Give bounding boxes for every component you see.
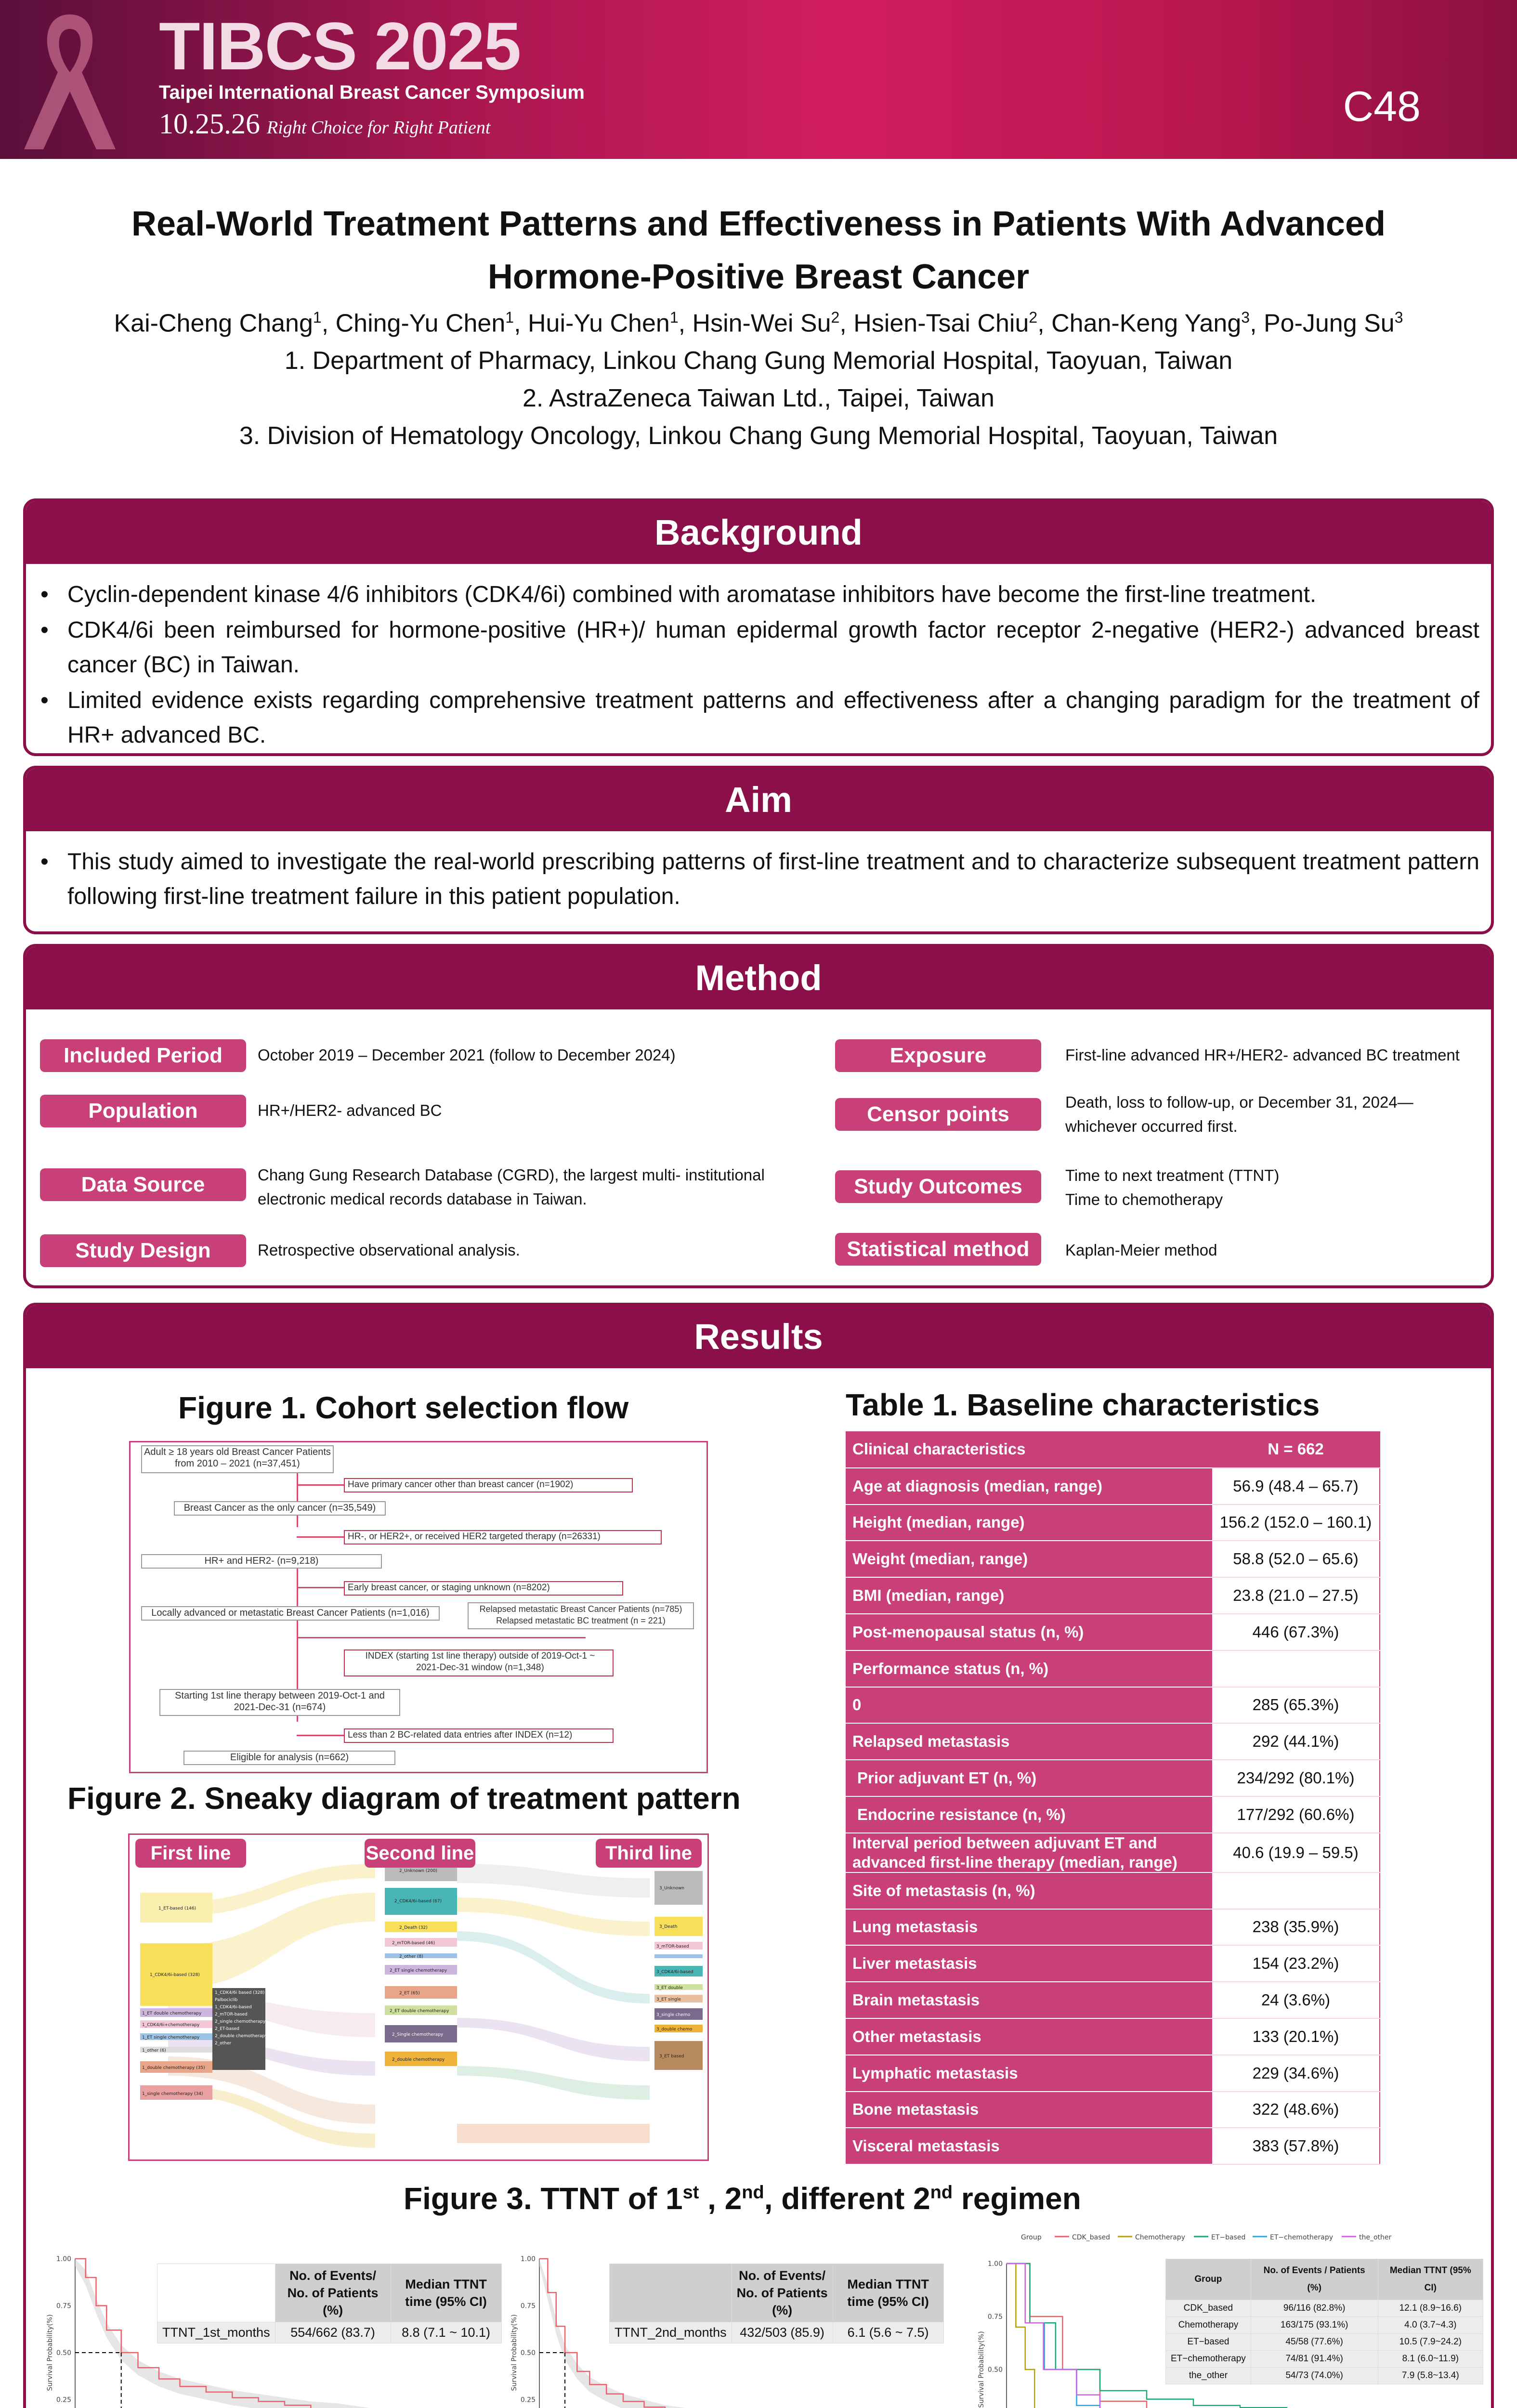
svg-text:2_CDK4/6i-based (67): 2_CDK4/6i-based (67) <box>394 1899 442 1904</box>
table-cell-value: 285 (65.3%) <box>1212 1687 1380 1724</box>
table-cell: 12.1 (8.9~16.6) <box>1378 2300 1483 2317</box>
method-label: Study Design <box>40 1234 246 1267</box>
y-tick-label: 0.75 <box>56 2302 71 2310</box>
table-cell-value: 322 (48.6%) <box>1212 2092 1380 2128</box>
flow-box: Breast Cancer as the only cancer (n=35,549) <box>174 1501 386 1516</box>
table-cell: 163/175 (93.1%) <box>1251 2317 1378 2334</box>
svg-text:3_double chemo: 3_double chemo <box>656 2027 693 2032</box>
method-label: Study Outcomes <box>835 1170 1041 1203</box>
poster-title: Real-World Treatment Patterns and Effectiveness in Patients With Advanced Hormone-Positive Breast Cancer <box>131 205 1386 296</box>
svg-text:3_Unknown: 3_Unknown <box>659 1886 685 1891</box>
section-heading: Results <box>26 1306 1491 1368</box>
section-heading: Background <box>26 501 1491 564</box>
table-row <box>846 1723 1380 1760</box>
table-cell: ET−based <box>1166 2334 1251 2351</box>
legend-item: CDK_based <box>1072 2234 1110 2241</box>
method-label: Population <box>40 1095 246 1127</box>
aim-bullets <box>26 831 1491 925</box>
sankey-second-line-label: Second line <box>365 1839 475 1868</box>
table-cell-value <box>1212 1650 1380 1687</box>
method-text: Kaplan-Meier method <box>1065 1241 1217 1259</box>
svg-text:3_mTOR-based: 3_mTOR-based <box>656 1944 689 1949</box>
table-row <box>846 1760 1380 1796</box>
author-affiliation-mark: 2 <box>1029 309 1038 326</box>
figure-3-title: Figure 3. TTNT of 1st , 2nd, different 2nd regimen <box>404 2181 1081 2216</box>
author-name: Hsin-Wei Su <box>692 309 831 338</box>
table-cell-value: 156.2 (152.0 – 160.1) <box>1212 1505 1380 1541</box>
svg-text:3_CDK4/6i-based: 3_CDK4/6i-based <box>656 1970 693 1975</box>
author-name: Po-Jung Su <box>1263 309 1395 338</box>
y-tick-label: 1.00 <box>56 2255 71 2263</box>
table-row <box>846 1796 1380 1833</box>
svg-text:2_other (8): 2_other (8) <box>399 1954 423 1959</box>
table-cell-value: 23.8 (21.0 – 27.5) <box>1212 1577 1380 1614</box>
km-plot-2nd-line <box>506 2244 966 2408</box>
table-row <box>846 2128 1380 2164</box>
table-cell-value: 234/292 (80.1%) <box>1212 1760 1380 1796</box>
table-row <box>1166 2317 1483 2334</box>
table-header-cell: N = 662 <box>1212 1431 1380 1468</box>
legend-item: Chemotherapy <box>1135 2234 1185 2241</box>
method-text: Retrospective observational analysis. <box>258 1241 520 1259</box>
table-cell-label: Lung metastasis <box>846 1909 1212 1946</box>
background-section <box>23 498 1494 756</box>
list-item: • Limited evidence exists regarding comprehensive treatment patterns and effectiveness after a changing paradigm for the treatment of HR+ advanced BC. <box>38 683 1479 753</box>
table-row <box>1166 2368 1483 2384</box>
list-item: • This study aimed to investigate the real-world prescribing patterns of first-line treatment and to characterize subsequent treatment pattern following first-line treatment failure in this patient population. <box>38 845 1479 914</box>
table-row <box>846 1982 1380 2018</box>
table-row <box>846 1577 1380 1614</box>
flow-exclusion-box: INDEX (starting 1st line therapy) outside of 2019-Oct-1 ~ 2021-Dec-31 window (n=1,348) <box>344 1649 614 1676</box>
table-cell-value: 446 (67.3%) <box>1212 1614 1380 1650</box>
table-row <box>846 1650 1380 1687</box>
table-cell-label: Liver metastasis <box>846 1945 1212 1982</box>
svg-text:2_single chemotherapy: 2_single chemotherapy <box>215 2019 266 2024</box>
figure-2-title: Figure 2. Sneaky diagram of treatment pattern <box>67 1781 741 1816</box>
table-cell-label: Relapsed metastasis <box>846 1723 1212 1760</box>
svg-text:2_double chemotherapy: 2_double chemotherapy <box>215 2034 268 2039</box>
table-cell: ET−chemotherapy <box>1166 2351 1251 2368</box>
method-text: Time to next treatment (TTNT) Time to chemotherapy <box>1065 1166 1280 1208</box>
y-axis-label: Survival Probability(%) <box>510 2314 518 2391</box>
symposium-dates: 10.25.26 Right Choice for Right Patient <box>159 108 491 140</box>
svg-text:1_single chemotherapy (34): 1_single chemotherapy (34) <box>142 2092 203 2096</box>
author-name: Kai-Cheng Chang <box>114 309 313 338</box>
km-summary-table-1: No. of Events/ No. of Patients (%) Median TTNT time (95% CI) TTNT_1st_months 554/662 (83.7) 8.8 (7.1 ~ 10.1) <box>157 2264 502 2343</box>
table-row <box>846 2092 1380 2128</box>
svg-text:2_mTOR-based: 2_mTOR-based <box>215 2012 248 2017</box>
table-cell-label: Lymphatic metastasis <box>846 2055 1212 2092</box>
table-cell-label: Bone metastasis <box>846 2092 1212 2128</box>
table-cell-label: Endocrine resistance (n, %) <box>846 1796 1212 1833</box>
table-cell: 96/116 (82.8%) <box>1251 2300 1378 2317</box>
author-affiliation-mark: 1 <box>669 309 679 326</box>
pink-ribbon-icon <box>14 10 125 154</box>
table-row <box>846 2018 1380 2055</box>
svg-text:1_CDK4/6i+chemotherapy: 1_CDK4/6i+chemotherapy <box>142 2023 200 2028</box>
y-tick-label: 0.75 <box>520 2302 536 2310</box>
flow-exclusion-box: Less than 2 BC-related data entries after INDEX (n=12) <box>344 1728 614 1743</box>
table-cell-value: 40.6 (19.9 – 59.5) <box>1212 1833 1380 1872</box>
table-cell-label: BMI (median, range) <box>846 1577 1212 1614</box>
legend-item: ET−based <box>1211 2234 1246 2241</box>
list-item: • CDK4/6i been reimbursed for hormone-positive (HR+)/ human epidermal growth factor receptor 2-negative (HER2-) advanced breast cancer (BC) in Taiwan. <box>38 613 1479 682</box>
svg-text:1_CDK4/6i based (328): 1_CDK4/6i based (328) <box>215 1990 265 1995</box>
table-header-cell: Group <box>1166 2259 1251 2300</box>
author-affiliation-mark: 1 <box>313 309 322 326</box>
poster-code: C48 <box>1343 82 1421 130</box>
cohort-flowchart <box>129 1441 708 1773</box>
svg-text:2_double chemotherapy: 2_double chemotherapy <box>392 2057 445 2062</box>
y-tick-label: 0.75 <box>987 2313 1003 2321</box>
table-cell-label: Other metastasis <box>846 2018 1212 2055</box>
table-cell-value: 154 (23.2%) <box>1212 1945 1380 1982</box>
table-row <box>846 1468 1380 1505</box>
svg-text:2_ET double chemotherapy: 2_ET double chemotherapy <box>390 2009 449 2014</box>
svg-text:3_ET based: 3_ET based <box>659 2054 684 2059</box>
author-block <box>0 299 1517 455</box>
sankey-third-line-label: Third line <box>596 1839 702 1868</box>
svg-text:1_ET double chemotherapy: 1_ET double chemotherapy <box>142 2011 202 2016</box>
svg-text:2_ET (65): 2_ET (65) <box>399 1991 420 1996</box>
km-summary-table-3 <box>1165 2259 1483 2384</box>
symposium-logo <box>159 8 585 141</box>
legend-title: Group <box>1021 2234 1042 2241</box>
svg-text:1_ET-based (146): 1_ET-based (146) <box>158 1906 196 1911</box>
y-tick-label: 1.00 <box>520 2255 536 2263</box>
legend-item: ET−chemotherapy <box>1270 2234 1333 2241</box>
table-cell: 4.0 (3.7~4.3) <box>1378 2317 1483 2334</box>
table-header-cell: No. of Events / Patients (%) <box>1251 2259 1378 2300</box>
table-row <box>846 1614 1380 1650</box>
method-text: First-line advanced HR+/HER2- advanced BC treatment <box>1065 1046 1460 1064</box>
svg-text:2_mTOR-based (46): 2_mTOR-based (46) <box>392 1941 435 1946</box>
y-tick-label: 0.50 <box>987 2366 1003 2374</box>
method-label: Statistical method <box>835 1233 1041 1266</box>
table-cell-label: Age at diagnosis (median, range) <box>846 1468 1212 1505</box>
svg-text:2_Single chemotherapy: 2_Single chemotherapy <box>392 2032 444 2037</box>
table-header-row <box>846 1431 1380 1468</box>
table-cell: 7.9 (5.8~13.4) <box>1378 2368 1483 2384</box>
svg-text:2_ET-based: 2_ET-based <box>215 2027 239 2031</box>
km-plot-2nd-regimens <box>973 2225 1483 2408</box>
table-header-row <box>1166 2259 1483 2300</box>
svg-text:3_ET double: 3_ET double <box>656 1986 683 1990</box>
sankey-flows <box>130 1835 707 2159</box>
legend-item: the_other <box>1359 2234 1392 2241</box>
svg-text:2_other: 2_other <box>215 2041 232 2046</box>
svg-text:2_ET single chemotherapy: 2_ET single chemotherapy <box>390 1968 447 1973</box>
table-cell-label: Height (median, range) <box>846 1505 1212 1541</box>
table-cell: 45/58 (77.6%) <box>1251 2334 1378 2351</box>
svg-text:3_ET single: 3_ET single <box>656 1997 681 2002</box>
tagline: Right Choice for Right Patient <box>267 118 491 138</box>
table-row <box>1166 2334 1483 2351</box>
table-cell-value: 292 (44.1%) <box>1212 1723 1380 1760</box>
flow-box: Relapsed metastatic Breast Cancer Patients (n=785) Relapsed metastatic BC treatment (n = 221) <box>468 1602 694 1629</box>
table-row <box>846 1833 1380 1872</box>
author-affiliation-mark: 1 <box>505 309 514 326</box>
table-row <box>846 1872 1380 1909</box>
table-row <box>846 1909 1380 1946</box>
table-row <box>1166 2351 1483 2368</box>
km-summary-table-2: No. of Events/ No. of Patients (%) Median TTNT time (95% CI) TTNT_2nd_months 432/503 (85.9) 6.1 (5.6 ~ 7.5) <box>609 2264 944 2343</box>
table-cell-label: Site of metastasis (n, %) <box>846 1872 1212 1909</box>
svg-text:2_Death (32): 2_Death (32) <box>399 1925 428 1930</box>
y-tick-label: 0.25 <box>56 2396 71 2404</box>
method-text: Death, loss to follow-up, or December 31, 2024—whichever occurred first. <box>1065 1093 1413 1135</box>
flow-box: HR+ and HER2- (n=9,218) <box>141 1554 382 1569</box>
svg-text:1_CDK4/6i-based (328): 1_CDK4/6i-based (328) <box>150 1973 200 1977</box>
author-affiliation-mark: 2 <box>831 309 840 326</box>
y-tick-label: 0.25 <box>520 2396 536 2404</box>
table-cell: 8.1 (6.0~11.9) <box>1378 2351 1483 2368</box>
table-cell-value: 177/292 (60.6%) <box>1212 1796 1380 1833</box>
flow-exclusion-box: HR-, or HER2+, or received HER2 targeted therapy (n=26331) <box>344 1530 662 1544</box>
table-cell-label: Visceral metastasis <box>846 2128 1212 2164</box>
table-cell-value: 229 (34.6%) <box>1212 2055 1380 2092</box>
author-name: Hui-Yu Chen <box>527 309 670 338</box>
method-label: Included Period <box>40 1039 246 1072</box>
table-row <box>846 2055 1380 2092</box>
table-cell-label: 0 <box>846 1687 1212 1724</box>
brand-name: TIBCS 2025 <box>159 8 521 84</box>
flow-exclusion-box: Early breast cancer, or staging unknown (n=8202) <box>344 1581 623 1596</box>
table-row <box>846 1687 1380 1724</box>
symposium-name: Taipei International Breast Cancer Symposium <box>159 82 585 103</box>
table-cell: Chemotherapy <box>1166 2317 1251 2334</box>
svg-text:2_Unknown (200): 2_Unknown (200) <box>399 1869 438 1873</box>
table-cell: 54/73 (74.0%) <box>1251 2368 1378 2384</box>
affiliation-3: 3. Division of Hematology Oncology, Linkou Chang Gung Memorial Hospital, Taoyuan, Taiwan <box>239 422 1278 450</box>
flow-box: Starting 1st line therapy between 2019-Oct-1 and 2021-Dec-31 (n=674) <box>159 1689 400 1716</box>
y-tick-label: 0.50 <box>56 2349 71 2357</box>
aim-section <box>23 766 1494 934</box>
method-label: Data Source <box>40 1168 246 1201</box>
author-name: Hsien-Tsai Chiu <box>853 309 1029 338</box>
table-1-title: Table 1. Baseline characteristics <box>846 1387 1320 1422</box>
baseline-characteristics-table <box>846 1431 1380 2165</box>
author-name: Chan-Keng Yang <box>1051 309 1242 338</box>
method-text: HR+/HER2- advanced BC <box>258 1101 442 1119</box>
table-cell: 74/81 (91.4%) <box>1251 2351 1378 2368</box>
table-cell-value: 56.9 (48.4 – 65.7) <box>1212 1468 1380 1505</box>
table-cell-label: Post-menopausal status (n, %) <box>846 1614 1212 1650</box>
affiliation-1: 1. Department of Pharmacy, Linkou Chang Gung Memorial Hospital, Taoyuan, Taiwan <box>284 347 1233 375</box>
y-tick-label: 1.00 <box>987 2260 1003 2268</box>
svg-text:1_other (6): 1_other (6) <box>142 2048 166 2053</box>
table-cell-label: Weight (median, range) <box>846 1541 1212 1577</box>
section-heading: Aim <box>26 769 1491 831</box>
flow-box: Eligible for analysis (n=662) <box>183 1751 395 1765</box>
table-row <box>846 1541 1380 1577</box>
svg-text:3_single chemo: 3_single chemo <box>656 2013 691 2017</box>
list-item: • Cyclin-dependent kinase 4/6 inhibitors (CDK4/6i) combined with aromatase inhibitors have become the first-line treatment. <box>38 577 1479 612</box>
table-cell-value: 24 (3.6%) <box>1212 1982 1380 2018</box>
table-cell-label: Prior adjuvant ET (n, %) <box>846 1760 1212 1796</box>
poster-header <box>0 0 1517 159</box>
flow-box: Locally advanced or metastatic Breast Cancer Patients (n=1,016) <box>141 1606 440 1621</box>
flow-box: Adult ≥ 18 years old Breast Cancer Patients from 2010 – 2021 (n=37,451) <box>141 1445 334 1473</box>
author-list: Kai-Cheng Chang$^1$, Ching-Yu Chen$^1$, Hui-Yu Chen$^1$, Hsin-Wei Su$^2$, Hsien-Tsai Chiu$^2$, Chan-Keng Yang$^3$, Po-Jung Su$^3$ <box>114 309 1403 338</box>
table-row <box>846 1945 1380 1982</box>
km-plot-1st-line <box>41 2244 502 2408</box>
svg-text:1_CDK4/6i-based: 1_CDK4/6i-based <box>215 2005 252 2010</box>
svg-text:3_Death: 3_Death <box>659 1924 678 1929</box>
table-cell-label: Brain metastasis <box>846 1982 1212 2018</box>
table-cell-value: 58.8 (52.0 – 65.6) <box>1212 1541 1380 1577</box>
table-row <box>846 1505 1380 1541</box>
table-cell-label: Interval period between adjuvant ET and advanced first-line therapy (median, range) <box>846 1833 1212 1872</box>
table-cell-value: 383 (57.8%) <box>1212 2128 1380 2164</box>
affiliation-2: 2. AstraZeneca Taiwan Ltd., Taipei, Taiwan <box>523 384 994 413</box>
table-cell: CDK_based <box>1166 2300 1251 2317</box>
sankey-diagram <box>128 1833 709 2161</box>
section-heading: Method <box>26 947 1491 1009</box>
svg-text:1_double chemotherapy (35): 1_double chemotherapy (35) <box>142 2066 205 2070</box>
author-affiliation-mark: 3 <box>1241 309 1250 326</box>
table-cell: the_other <box>1166 2368 1251 2384</box>
flow-exclusion-box: Have primary cancer other than breast cancer (n=1902) <box>344 1478 633 1492</box>
sankey-first-line-label: First line <box>135 1839 246 1868</box>
table-cell: 10.5 (7.9~24.2) <box>1378 2334 1483 2351</box>
table-cell-value: 238 (35.9%) <box>1212 1909 1380 1946</box>
method-text: October 2019 – December 2021 (follow to December 2024) <box>258 1046 676 1064</box>
method-label: Exposure <box>835 1039 1041 1072</box>
svg-text:1_ET single chemotherapy: 1_ET single chemotherapy <box>142 2035 200 2040</box>
author-name: Ching-Yu Chen <box>335 309 506 338</box>
method-label: Censor points <box>835 1098 1041 1131</box>
table-header-cell: Clinical characteristics <box>846 1431 1212 1468</box>
method-text: Chang Gung Research Database (CGRD), the largest multi- institutional electronic medical records database in Taiwan. <box>258 1166 765 1208</box>
table-cell-label: Performance status (n, %) <box>846 1650 1212 1687</box>
y-tick-label: 0.50 <box>520 2349 536 2357</box>
table-row <box>1166 2300 1483 2317</box>
table-cell-value: 133 (20.1%) <box>1212 2018 1380 2055</box>
table-header-cell: Median TTNT (95% CI) <box>1378 2259 1483 2300</box>
svg-text:Palbociclib: Palbociclib <box>215 1998 238 2002</box>
figure-1-title: Figure 1. Cohort selection flow <box>178 1390 629 1425</box>
y-axis-label: Survival Probability(%) <box>46 2314 54 2391</box>
y-axis-label: Survival Probability(%) <box>978 2331 985 2408</box>
table-cell-value <box>1212 1872 1380 1909</box>
author-affiliation-mark: 3 <box>1394 309 1403 326</box>
background-bullets <box>26 564 1491 763</box>
